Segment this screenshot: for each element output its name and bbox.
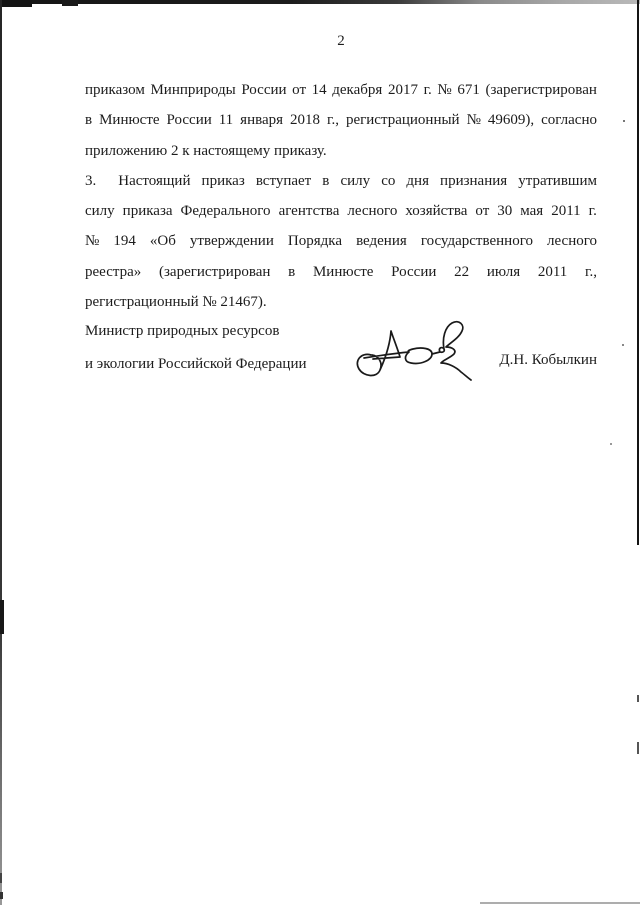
text-line: реестра» (зарегистрирован в Минюсте России 22 июля 2011 г., — [85, 263, 597, 280]
scan-artifact-top-tick — [62, 0, 78, 6]
scan-artifact-speck — [622, 344, 624, 346]
scan-border-right — [637, 0, 639, 545]
text-line: силу приказа Федерального агентства лесного хозяйства от 30 мая 2011 г. — [85, 203, 597, 220]
scan-artifact-right-mark — [637, 742, 639, 754]
signer-title-line-1: Министр природных ресурсов — [85, 323, 280, 339]
signer-title — [85, 315, 307, 381]
scan-artifact-speck — [610, 443, 612, 445]
text-line: 3. Настоящий приказ вступает в силу со дня признания утратившим — [85, 172, 597, 189]
scan-artifact-left-blob — [0, 600, 4, 634]
scan-artifact-speck — [623, 120, 625, 122]
scan-artifact-bottom-left — [0, 892, 3, 899]
scan-border-bottom — [480, 902, 640, 904]
text-line: № 194 «Об утверждении Порядка ведения государственного лесного — [85, 233, 597, 250]
scan-artifact-top-corner — [0, 0, 32, 7]
signer-name: Д.Н. Кобылкин — [499, 352, 597, 368]
scan-artifact-bottom-left — [0, 873, 2, 883]
signature-icon — [353, 314, 475, 388]
scan-artifact-right-mark — [637, 695, 639, 702]
text-line: приказом Минприроды России от 14 декабря 2017 г. № 671 (зарегистрирован — [85, 82, 597, 98]
page-number: 2 — [337, 33, 345, 49]
signer-title-line-2: и экологии Российской Федерации — [85, 356, 307, 372]
text-line: приложению 2 к настоящему приказу. — [85, 142, 327, 159]
document-body — [85, 75, 597, 317]
text-line: регистрационный № 21467). — [85, 294, 267, 311]
scan-border-top — [0, 0, 640, 4]
scan-border-left — [0, 0, 2, 905]
text-line: в Минюсте России 11 января 2018 г., регистрационный № 49609), согласно — [85, 112, 597, 129]
